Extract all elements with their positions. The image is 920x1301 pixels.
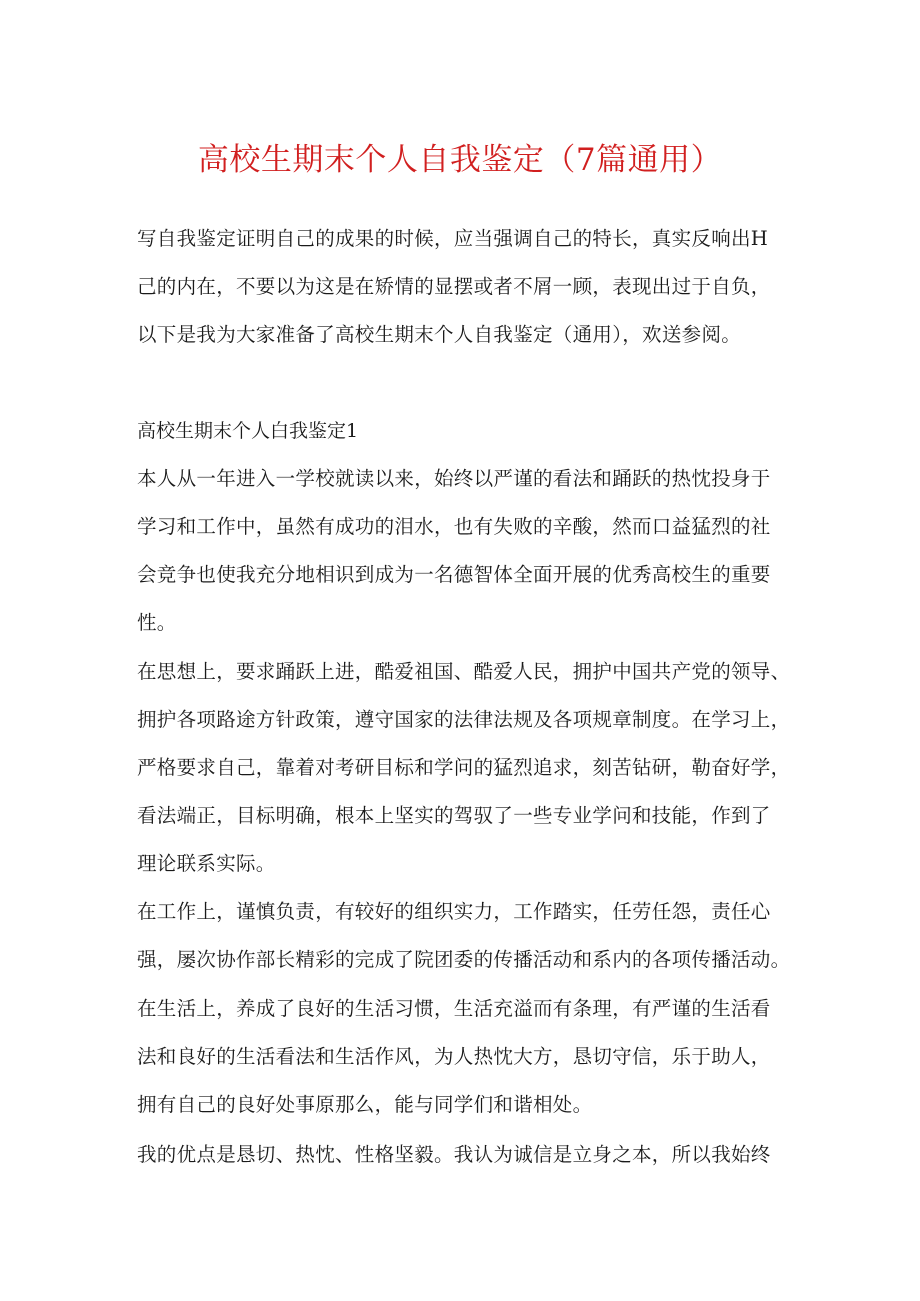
body-line: 在工作上，谨慎负责，有较好的组织实力，工作踏实，任劳任怨，责任心 bbox=[137, 900, 771, 923]
intro-line: 己的内在，不要以为这是在矫情的显摆或者不屑一顾，表现出过于自负， bbox=[137, 275, 771, 298]
document-title: 高校生期末个人自我鉴定（7篇通用） bbox=[197, 142, 723, 178]
body-line: 性。 bbox=[137, 611, 177, 634]
body-line: 学习和工作中，虽然有成功的泪水，也有失败的辛酸，然而口益猛烈的社 bbox=[137, 515, 771, 538]
body-line: 在生活上，养成了良好的生活习惯，生活充溢而有条理，有严谨的生活看 bbox=[137, 997, 771, 1020]
body-line: 我的优点是恳切、热忱、性格坚毅。我认为诚信是立身之本，所以我始终 bbox=[137, 1143, 771, 1166]
body-line: 看法端正，目标明确，根本上坚实的驾驭了一些专业学问和技能，作到了 bbox=[137, 804, 771, 827]
body-line: 法和良好的生活看法和生活作风，为人热忱大方，恳切守信，乐于助人， bbox=[137, 1045, 771, 1068]
body-line: 理论联系实际。 bbox=[137, 852, 276, 875]
body-line: 拥有自己的良好处事原那么，能与同学们和谐相处。 bbox=[137, 1093, 593, 1116]
body-line: 本人从一年进入一学校就读以来，始终以严谨的看法和踊跃的热忱投身于 bbox=[137, 467, 771, 490]
body-line: 强，屡次协作部长精彩的完成了院团委的传播活动和系内的各项传播活动。 bbox=[137, 948, 791, 971]
section-heading: 高校生期末个人白我鉴定1 bbox=[137, 420, 359, 442]
intro-line: 写自我鉴定证明自己的成果的时候，应当强调自己的特长，真实反响出H bbox=[137, 227, 769, 250]
body-line: 严格要求自己，靠着对考研目标和学问的猛烈追求，刻苦钻研，勒奋好学， bbox=[137, 756, 791, 779]
body-line: 在思想上，要求踊跃上进，酷爱祖国、酷爱人民，拥护中国共产党的领导、 bbox=[137, 660, 791, 683]
body-line: 会竞争也使我充分地相识到成为一名德智体全面开展的优秀高校生的重要 bbox=[137, 563, 771, 586]
intro-line: 以下是我为大家准备了高校生期末个人自我鉴定（通用），欢送参阅。 bbox=[137, 323, 742, 346]
body-line: 拥护各项路途方针政策，遵守国家的法律法规及各项规章制度。在学习上， bbox=[137, 708, 791, 731]
